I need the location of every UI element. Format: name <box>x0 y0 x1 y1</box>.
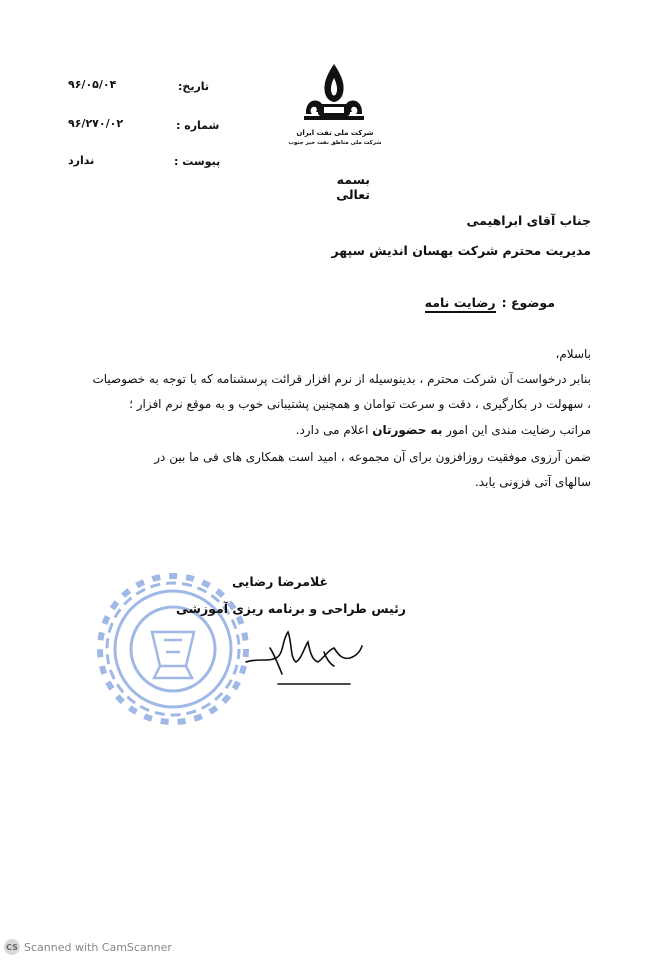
attachment-value: ندارد <box>68 154 95 167</box>
recipient-company: مدیریت محترم شرکت بهسان اندیش سپهر <box>331 243 591 258</box>
camscanner-text: Scanned with CamScanner <box>24 940 172 954</box>
date-label: تاریخ: <box>178 80 210 93</box>
gear-stamp-icon <box>94 570 252 728</box>
camscanner-footer <box>4 939 172 955</box>
subject-line <box>425 295 555 313</box>
body-line-3 <box>296 418 591 442</box>
camscanner-badge-icon: CS <box>4 939 20 955</box>
body-line-5: سالهای آتی فزونی یابد. <box>474 475 591 489</box>
logo-caption-line1: شرکت ملی نفت ایران <box>296 129 374 137</box>
recipient-name: جناب آقای ابراهیمی <box>466 213 591 228</box>
greeting: باسلام، <box>555 347 591 361</box>
number-label: شماره : <box>176 119 220 132</box>
attachment-label: پیوست : <box>174 155 221 168</box>
body-line-3-part1: مراتب رضایت مندی این امور <box>442 423 591 437</box>
handwritten-signature <box>238 618 368 692</box>
number-value: ۹۶/۲۷۰/۰۲ <box>68 117 124 130</box>
logo-caption-line2: شرکت ملی مناطق نفت خیز جنوب <box>288 140 382 146</box>
body-line-2: ، سهولت در بکارگیری ، دقت و سرعت توامان و همچنین پشتیبانی خوب و به موقع نرم افزار ؛ <box>129 397 591 411</box>
subject-value: رضایت نامه <box>425 295 496 313</box>
body-line-1: بنابر درخواست آن شرکت محترم ، بدینوسیله از نرم افزار قرائت پرسشنامه که با توجه به خصوصیات <box>92 372 591 386</box>
signer-name: غلامرضا رضایی <box>232 574 328 589</box>
body-line-3-bold: به حضورتان <box>372 423 443 437</box>
invocation-text: بسمه تعالی <box>336 172 370 202</box>
body-line-3-part2: اعلام می دارد. <box>295 423 373 437</box>
subject-label: موضوع : <box>501 295 555 310</box>
body-line-4: ضمن آرزوی موفقیت روزافزون برای آن مجموعه ، امید است همکاری های فی ما بین در <box>154 450 591 464</box>
signer-title: رئیس طراحی و برنامه ریزی آموزشی <box>176 601 406 616</box>
date-value: ۹۶/۰۵/۰۴ <box>68 78 117 91</box>
nioc-flame-logo-icon <box>292 60 376 130</box>
